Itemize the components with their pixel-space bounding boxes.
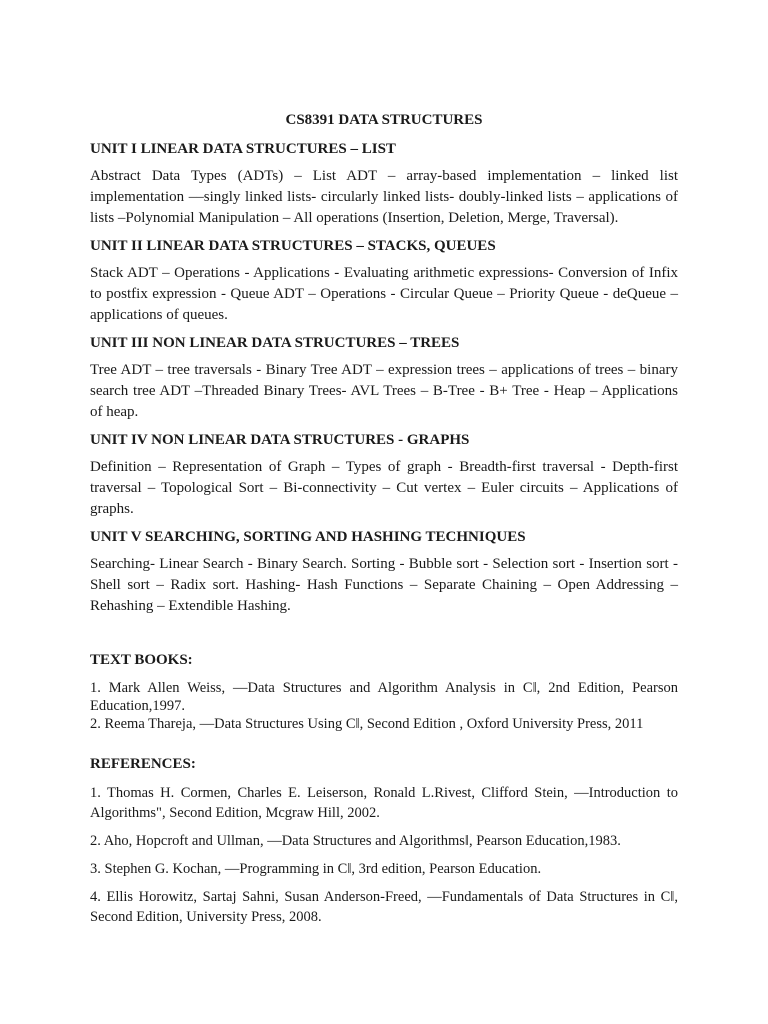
- reference-item: 3. Stephen G. Kochan, ―Programming in C‖, 3rd edition, Pearson Education.: [90, 861, 542, 877]
- section-spacer: [90, 623, 678, 649]
- unit-3-body: Tree ADT – tree traversals - Binary Tree ADT – expression trees – applications of trees – binary search tree ADT –Threaded Binary Trees- AVL Trees – B-Tree - B+ Tree - Heap – Applications of heap.: [90, 362, 678, 420]
- unit-5-heading: UNIT V SEARCHING, SORTING AND HASHING TECHNIQUES: [90, 529, 526, 545]
- unit-4-body: Definition – Representation of Graph – Types of graph - Breadth-first traversal - Depth-first traversal – Topological Sort – Bi-connectivity – Cut vertex – Euler circuits – Applications of graphs.: [90, 459, 678, 517]
- references-list: [90, 783, 678, 927]
- reference-item: 2. Aho, Hopcroft and Ullman, ―Data Structures and Algorithms‖, Pearson Education,1983.: [90, 833, 621, 849]
- unit-2-heading: UNIT II LINEAR DATA STRUCTURES – STACKS, QUEUES: [90, 238, 496, 254]
- unit-section: [90, 332, 678, 423]
- unit-5-body: Searching- Linear Search - Binary Search. Sorting - Bubble sort - Selection sort - Insertion sort - Shell sort – Radix sort. Hashing- Hash Functions – Separate Chaining – Open Addressing – Rehashing – Extendible Hashing.: [90, 556, 678, 614]
- reference-item: 1. Thomas H. Cormen, Charles E. Leiserson, Ronald L.Rivest, Clifford Stein, ―Introduction to Algorithms", Second Edition, Mcgraw Hill, 2002.: [90, 785, 678, 821]
- unit-3-heading: UNIT III NON LINEAR DATA STRUCTURES – TREES: [90, 335, 460, 351]
- text-books-heading: TEXT BOOKS:: [90, 652, 193, 668]
- unit-section: [90, 429, 678, 520]
- text-books-list: [90, 679, 678, 733]
- document-title: CS8391 DATA STRUCTURES: [285, 112, 483, 128]
- references-section: [90, 753, 678, 927]
- unit-section: [90, 526, 678, 617]
- reference-item: 4. Ellis Horowitz, Sartaj Sahni, Susan Anderson-Freed, ―Fundamentals of Data Structures in C‖, Second Edition, University Press, 2008.: [90, 889, 678, 925]
- unit-section: [90, 138, 678, 229]
- unit-section: [90, 235, 678, 326]
- section-spacer: [90, 739, 678, 753]
- references-heading: REFERENCES:: [90, 756, 196, 772]
- unit-1-body: Abstract Data Types (ADTs) – List ADT – array-based implementation – linked list implementation ––singly linked lists- circularly linked lists- doubly-linked lists – applications of lists –Polynomial Manipulation – All operations (Insertion, Deletion, Merge, Traversal).: [90, 168, 678, 226]
- unit-4-heading: UNIT IV NON LINEAR DATA STRUCTURES - GRAPHS: [90, 432, 470, 448]
- text-book-item: 2. Reema Thareja, ―Data Structures Using C‖, Second Edition , Oxford University Press, 2011: [90, 716, 644, 732]
- text-book-item: 1. Mark Allen Weiss, ―Data Structures and Algorithm Analysis in C‖, 2nd Edition, Pearson Education,1997.: [90, 680, 678, 714]
- text-books-section: [90, 649, 678, 733]
- syllabus-page: [90, 108, 678, 935]
- unit-2-body: Stack ADT – Operations - Applications - Evaluating arithmetic expressions- Conversion of Infix to postfix expression - Queue ADT – Operations - Circular Queue – Priority Queue - deQueue – applications of queues.: [90, 265, 678, 323]
- unit-1-heading: UNIT I LINEAR DATA STRUCTURES – LIST: [90, 141, 396, 157]
